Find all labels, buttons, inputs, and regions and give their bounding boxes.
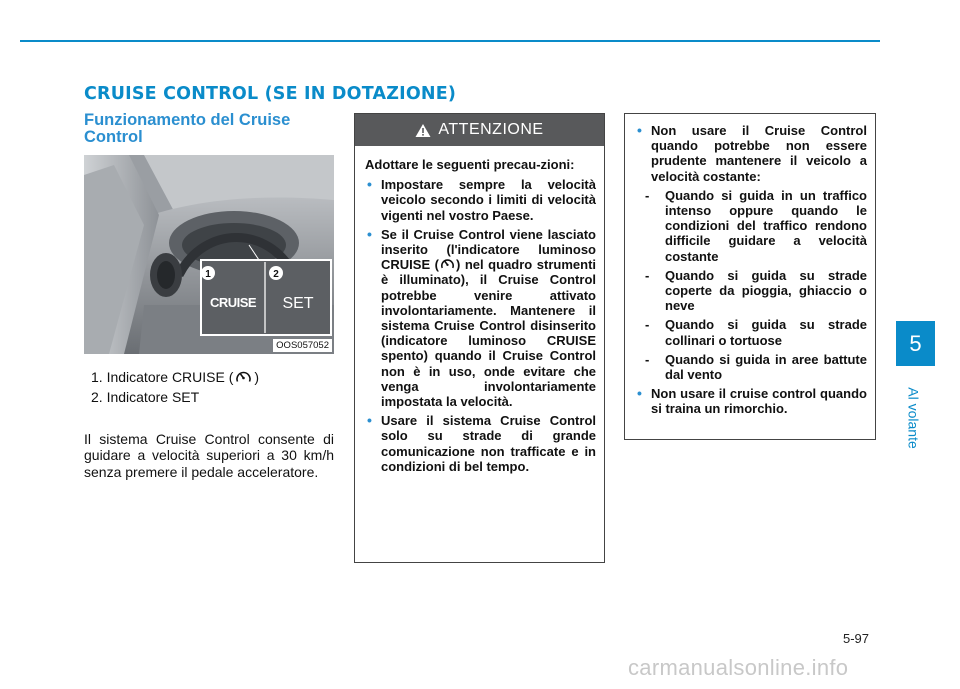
callout-2: 2 [273, 269, 279, 280]
page-number: 5-97 [843, 631, 870, 646]
dashboard-photo [84, 155, 334, 354]
warning-body [355, 146, 604, 474]
info-box [624, 113, 876, 440]
caption-item-1 [91, 367, 259, 387]
caption-1-text: 1. Indicatore CRUISE ( [91, 369, 234, 385]
warning-bullet-2 [365, 227, 596, 409]
warning-intro: Adottare le seguenti precau-zioni: [365, 157, 575, 172]
section-title: CRUISE CONTROL (SE IN DOTAZIONE) [84, 84, 457, 104]
cruise-indicator-icon [235, 369, 252, 385]
top-divider [20, 40, 880, 42]
warning-bullet-2-start: Se il Cruise Control viene lasciato inserito (l'indicatore luminoso CRUISE ( [381, 226, 596, 273]
body-paragraph: Il sistema Cruise Control consente di guidare a velocità superiori a 30 km/h senza premere il pedale acceleratore. [84, 431, 334, 480]
info-bullet-2: • Non usare il cruise control quando si traina un rimorchio. [635, 386, 867, 416]
cruise-indicator-icon [440, 257, 455, 271]
caption-list [91, 367, 259, 407]
cruise-button-label: CRUISE [209, 295, 257, 310]
warning-bullet-1: • Impostare sempre la velocità veicolo secondo i limiti di velocità vigenti nel vostro Paese. [365, 177, 596, 223]
callout-1: 1 [205, 269, 211, 280]
sub-heading: Funzionamento del Cruise Control [84, 111, 291, 146]
info-dash-1: - Quando si guida in un traffico intenso oppure quando le condizioni del traffico rendono difficile guidare a velocità costante [643, 188, 867, 264]
chapter-label [899, 378, 929, 458]
warning-bullet-3: • Usare il sistema Cruise Control solo su strade di grande comunicazione non trafficate e in condizioni di bel tempo. [365, 413, 596, 474]
chapter-label-text: Al volante [906, 387, 923, 449]
caption-item-2: 2. Indicatore SET [91, 389, 200, 405]
info-dash-2: - Quando si guida su strade coperte da pioggia, ghiaccio o neve [643, 268, 867, 314]
warning-bullet-2-end: ) nel quadro strumenti è illuminato), il Cruise Control potrebbe venire attivato involontariamente. Mantenere il sistema Cruise Control disinserito (indicatore luminoso CRUISE spento) quando il Cruise Control non è in uso, onde evitare che venga involontariamente impostata la velocità. [381, 257, 597, 410]
watermark: carmanualsonline.info [628, 655, 849, 680]
warning-header [355, 114, 604, 146]
warning-triangle-icon [415, 123, 431, 138]
set-button-label: SET [282, 295, 314, 312]
dashboard-illustration [84, 155, 334, 354]
warning-title: ATTENZIONE [438, 121, 544, 138]
chapter-tab: 5 [896, 321, 935, 366]
info-dash-4: - Quando si guida in aree battute dal vento [643, 352, 867, 382]
warning-box [354, 113, 605, 563]
image-code: OOS057052 [273, 339, 332, 352]
info-dash-3: - Quando si guida su strade collinari o tortuose [643, 317, 867, 347]
caption-1-close: ) [254, 369, 260, 385]
info-bullet-1: • Non usare il Cruise Control quando potrebbe non essere prudente mantenere il veicolo a velocità costante: [635, 123, 867, 184]
